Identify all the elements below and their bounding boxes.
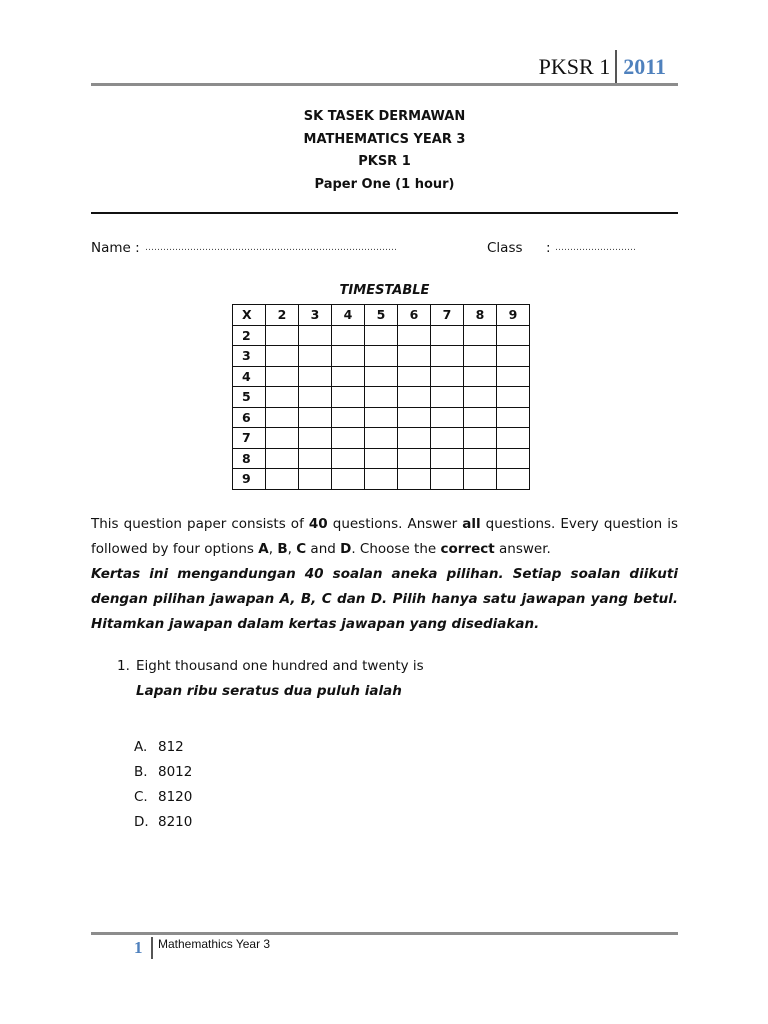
timestable-column-header: 7 bbox=[431, 305, 464, 326]
name-label: Name : bbox=[91, 240, 140, 256]
page-header bbox=[539, 50, 666, 84]
timestable-row-header: 3 bbox=[233, 346, 266, 367]
instructions-english: This question paper consists of 40 questions. Answer all questions. Every question is followed by four options A, B, C and D. Choose the correct answer. bbox=[91, 516, 678, 557]
timestable-cell[interactable] bbox=[365, 325, 398, 346]
timestable-cell[interactable] bbox=[497, 366, 530, 387]
timestable-cell[interactable] bbox=[299, 407, 332, 428]
timestable-cell[interactable] bbox=[365, 407, 398, 428]
school-name: SK TASEK DERMAWAN bbox=[303, 109, 466, 124]
timestable-cell[interactable] bbox=[497, 428, 530, 449]
timestable-cell[interactable] bbox=[332, 407, 365, 428]
option-a[interactable]: A. 812 bbox=[134, 739, 184, 755]
timestable-cell[interactable] bbox=[497, 407, 530, 428]
page-number: 1 bbox=[134, 938, 143, 957]
timestable-cell[interactable] bbox=[299, 346, 332, 367]
name-field[interactable]: ………………………………………………………………………… bbox=[145, 243, 397, 253]
timestable-column-header: 4 bbox=[332, 305, 365, 326]
timestable-cell[interactable] bbox=[299, 366, 332, 387]
timestable-cell[interactable] bbox=[365, 469, 398, 490]
timestable-cell[interactable] bbox=[464, 448, 497, 469]
timestable-cell[interactable] bbox=[497, 469, 530, 490]
timestable-cell[interactable] bbox=[431, 448, 464, 469]
timestable-row-header: 6 bbox=[233, 407, 266, 428]
timestable-header-row bbox=[233, 305, 530, 326]
instructions-malay: Kertas ini mengandungan 40 soalan aneka pilihan. Setiap soalan diikuti dengan pilihan jawapan A, B, C dan D. Pilih hanya satu jawapan yang betul. Hitamkan jawapan dalam kertas jawapan yang disediakan. bbox=[91, 566, 678, 632]
timestable-cell[interactable] bbox=[266, 387, 299, 408]
timestable-cell[interactable] bbox=[365, 448, 398, 469]
timestable-cell[interactable] bbox=[431, 407, 464, 428]
timestable-cell[interactable] bbox=[299, 387, 332, 408]
timestable-cell[interactable] bbox=[431, 366, 464, 387]
timestable-cell[interactable] bbox=[497, 387, 530, 408]
timestable-cell[interactable] bbox=[332, 448, 365, 469]
timestable-row bbox=[233, 448, 530, 469]
timestable-cell[interactable] bbox=[398, 448, 431, 469]
timestable-cell[interactable] bbox=[464, 346, 497, 367]
timestable-cell[interactable] bbox=[332, 387, 365, 408]
timestable-row bbox=[233, 366, 530, 387]
timestable-column-header: 8 bbox=[464, 305, 497, 326]
timestable-cell[interactable] bbox=[431, 346, 464, 367]
option-d[interactable]: D. 8210 bbox=[134, 814, 193, 830]
paper-title: Paper One (1 hour) bbox=[314, 176, 455, 192]
timestable-row bbox=[233, 428, 530, 449]
timestable-cell[interactable] bbox=[266, 469, 299, 490]
timestable-cell[interactable] bbox=[431, 428, 464, 449]
timestable-cell[interactable] bbox=[398, 387, 431, 408]
timestable-cell[interactable] bbox=[398, 346, 431, 367]
timestable-cell[interactable] bbox=[266, 366, 299, 387]
timestable-corner: X bbox=[233, 305, 266, 326]
timestable-cell[interactable] bbox=[332, 346, 365, 367]
timestable-cell[interactable] bbox=[398, 407, 431, 428]
timestable-row bbox=[233, 407, 530, 428]
timestable-cell[interactable] bbox=[497, 325, 530, 346]
header-rule bbox=[91, 83, 678, 86]
timestable-row-header: 9 bbox=[233, 469, 266, 490]
header-code: PKSR 1 bbox=[538, 54, 611, 79]
timestable-cell[interactable] bbox=[464, 428, 497, 449]
timestable-row-header: 7 bbox=[233, 428, 266, 449]
timestable-cell[interactable] bbox=[464, 407, 497, 428]
timestable-cell[interactable] bbox=[299, 448, 332, 469]
timestable-cell[interactable] bbox=[398, 366, 431, 387]
timestable-row-header: 2 bbox=[233, 325, 266, 346]
timestable-cell[interactable] bbox=[299, 325, 332, 346]
class-field[interactable]: ……………………… bbox=[555, 243, 636, 253]
class-label: Class bbox=[487, 240, 523, 256]
timestable-cell[interactable] bbox=[332, 366, 365, 387]
timestable-cell[interactable] bbox=[497, 448, 530, 469]
title-rule bbox=[91, 212, 678, 214]
timestable-cell[interactable] bbox=[398, 428, 431, 449]
timestable-cell[interactable] bbox=[266, 407, 299, 428]
question-translation: Lapan ribu seratus dua puluh ialah bbox=[136, 683, 402, 699]
timestable-row-header: 5 bbox=[233, 387, 266, 408]
timestable bbox=[232, 304, 530, 490]
timestable-cell[interactable] bbox=[365, 387, 398, 408]
timestable-cell[interactable] bbox=[431, 469, 464, 490]
timestable-cell[interactable] bbox=[266, 325, 299, 346]
subject-title: MATHEMATICS YEAR 3 bbox=[303, 131, 466, 147]
timestable-cell[interactable] bbox=[431, 325, 464, 346]
exam-code: PKSR 1 bbox=[358, 154, 411, 169]
header-year: 2011 bbox=[623, 54, 666, 79]
timestable-column-header: 2 bbox=[266, 305, 299, 326]
footer-separator bbox=[151, 937, 153, 959]
timestable-cell[interactable] bbox=[497, 346, 530, 367]
option-c[interactable]: C. 8120 bbox=[134, 789, 193, 805]
question-number: 1. bbox=[117, 658, 130, 674]
timestable-cell[interactable] bbox=[398, 469, 431, 490]
timestable-column-header: 9 bbox=[497, 305, 530, 326]
timestable-cell[interactable] bbox=[431, 387, 464, 408]
timestable-cell[interactable] bbox=[332, 325, 365, 346]
timestable-cell[interactable] bbox=[299, 428, 332, 449]
timestable-cell[interactable] bbox=[266, 346, 299, 367]
timestable-cell[interactable] bbox=[299, 469, 332, 490]
timestable-row bbox=[233, 469, 530, 490]
timestable-cell[interactable] bbox=[266, 448, 299, 469]
timestable-column-header: 6 bbox=[398, 305, 431, 326]
timestable-cell[interactable] bbox=[365, 366, 398, 387]
timestable-row bbox=[233, 325, 530, 346]
timestable-cell[interactable] bbox=[365, 346, 398, 367]
timestable-cell[interactable] bbox=[365, 428, 398, 449]
footer-rule bbox=[91, 932, 678, 935]
timestable-column-header: 3 bbox=[299, 305, 332, 326]
timestable-cell[interactable] bbox=[332, 428, 365, 449]
class-colon: : bbox=[546, 240, 551, 256]
timestable-cell[interactable] bbox=[464, 387, 497, 408]
timestable-cell[interactable] bbox=[464, 469, 497, 490]
timestable-title: TIMESTABLE bbox=[339, 283, 430, 298]
timestable-cell[interactable] bbox=[464, 366, 497, 387]
timestable-row-header: 8 bbox=[233, 448, 266, 469]
timestable-cell[interactable] bbox=[332, 469, 365, 490]
paper-titles bbox=[91, 106, 678, 196]
timestable-column-header: 5 bbox=[365, 305, 398, 326]
timestable-row bbox=[233, 346, 530, 367]
option-b[interactable]: B. 8012 bbox=[134, 764, 193, 780]
timestable-cell[interactable] bbox=[398, 325, 431, 346]
answer-options bbox=[134, 735, 192, 835]
question-text: Eight thousand one hundred and twenty is bbox=[136, 658, 424, 674]
timestable-row-header: 4 bbox=[233, 366, 266, 387]
timestable-row bbox=[233, 387, 530, 408]
footer-title: Mathemathics Year 3 bbox=[158, 937, 271, 951]
timestable-cell[interactable] bbox=[266, 428, 299, 449]
timestable-cell[interactable] bbox=[464, 325, 497, 346]
